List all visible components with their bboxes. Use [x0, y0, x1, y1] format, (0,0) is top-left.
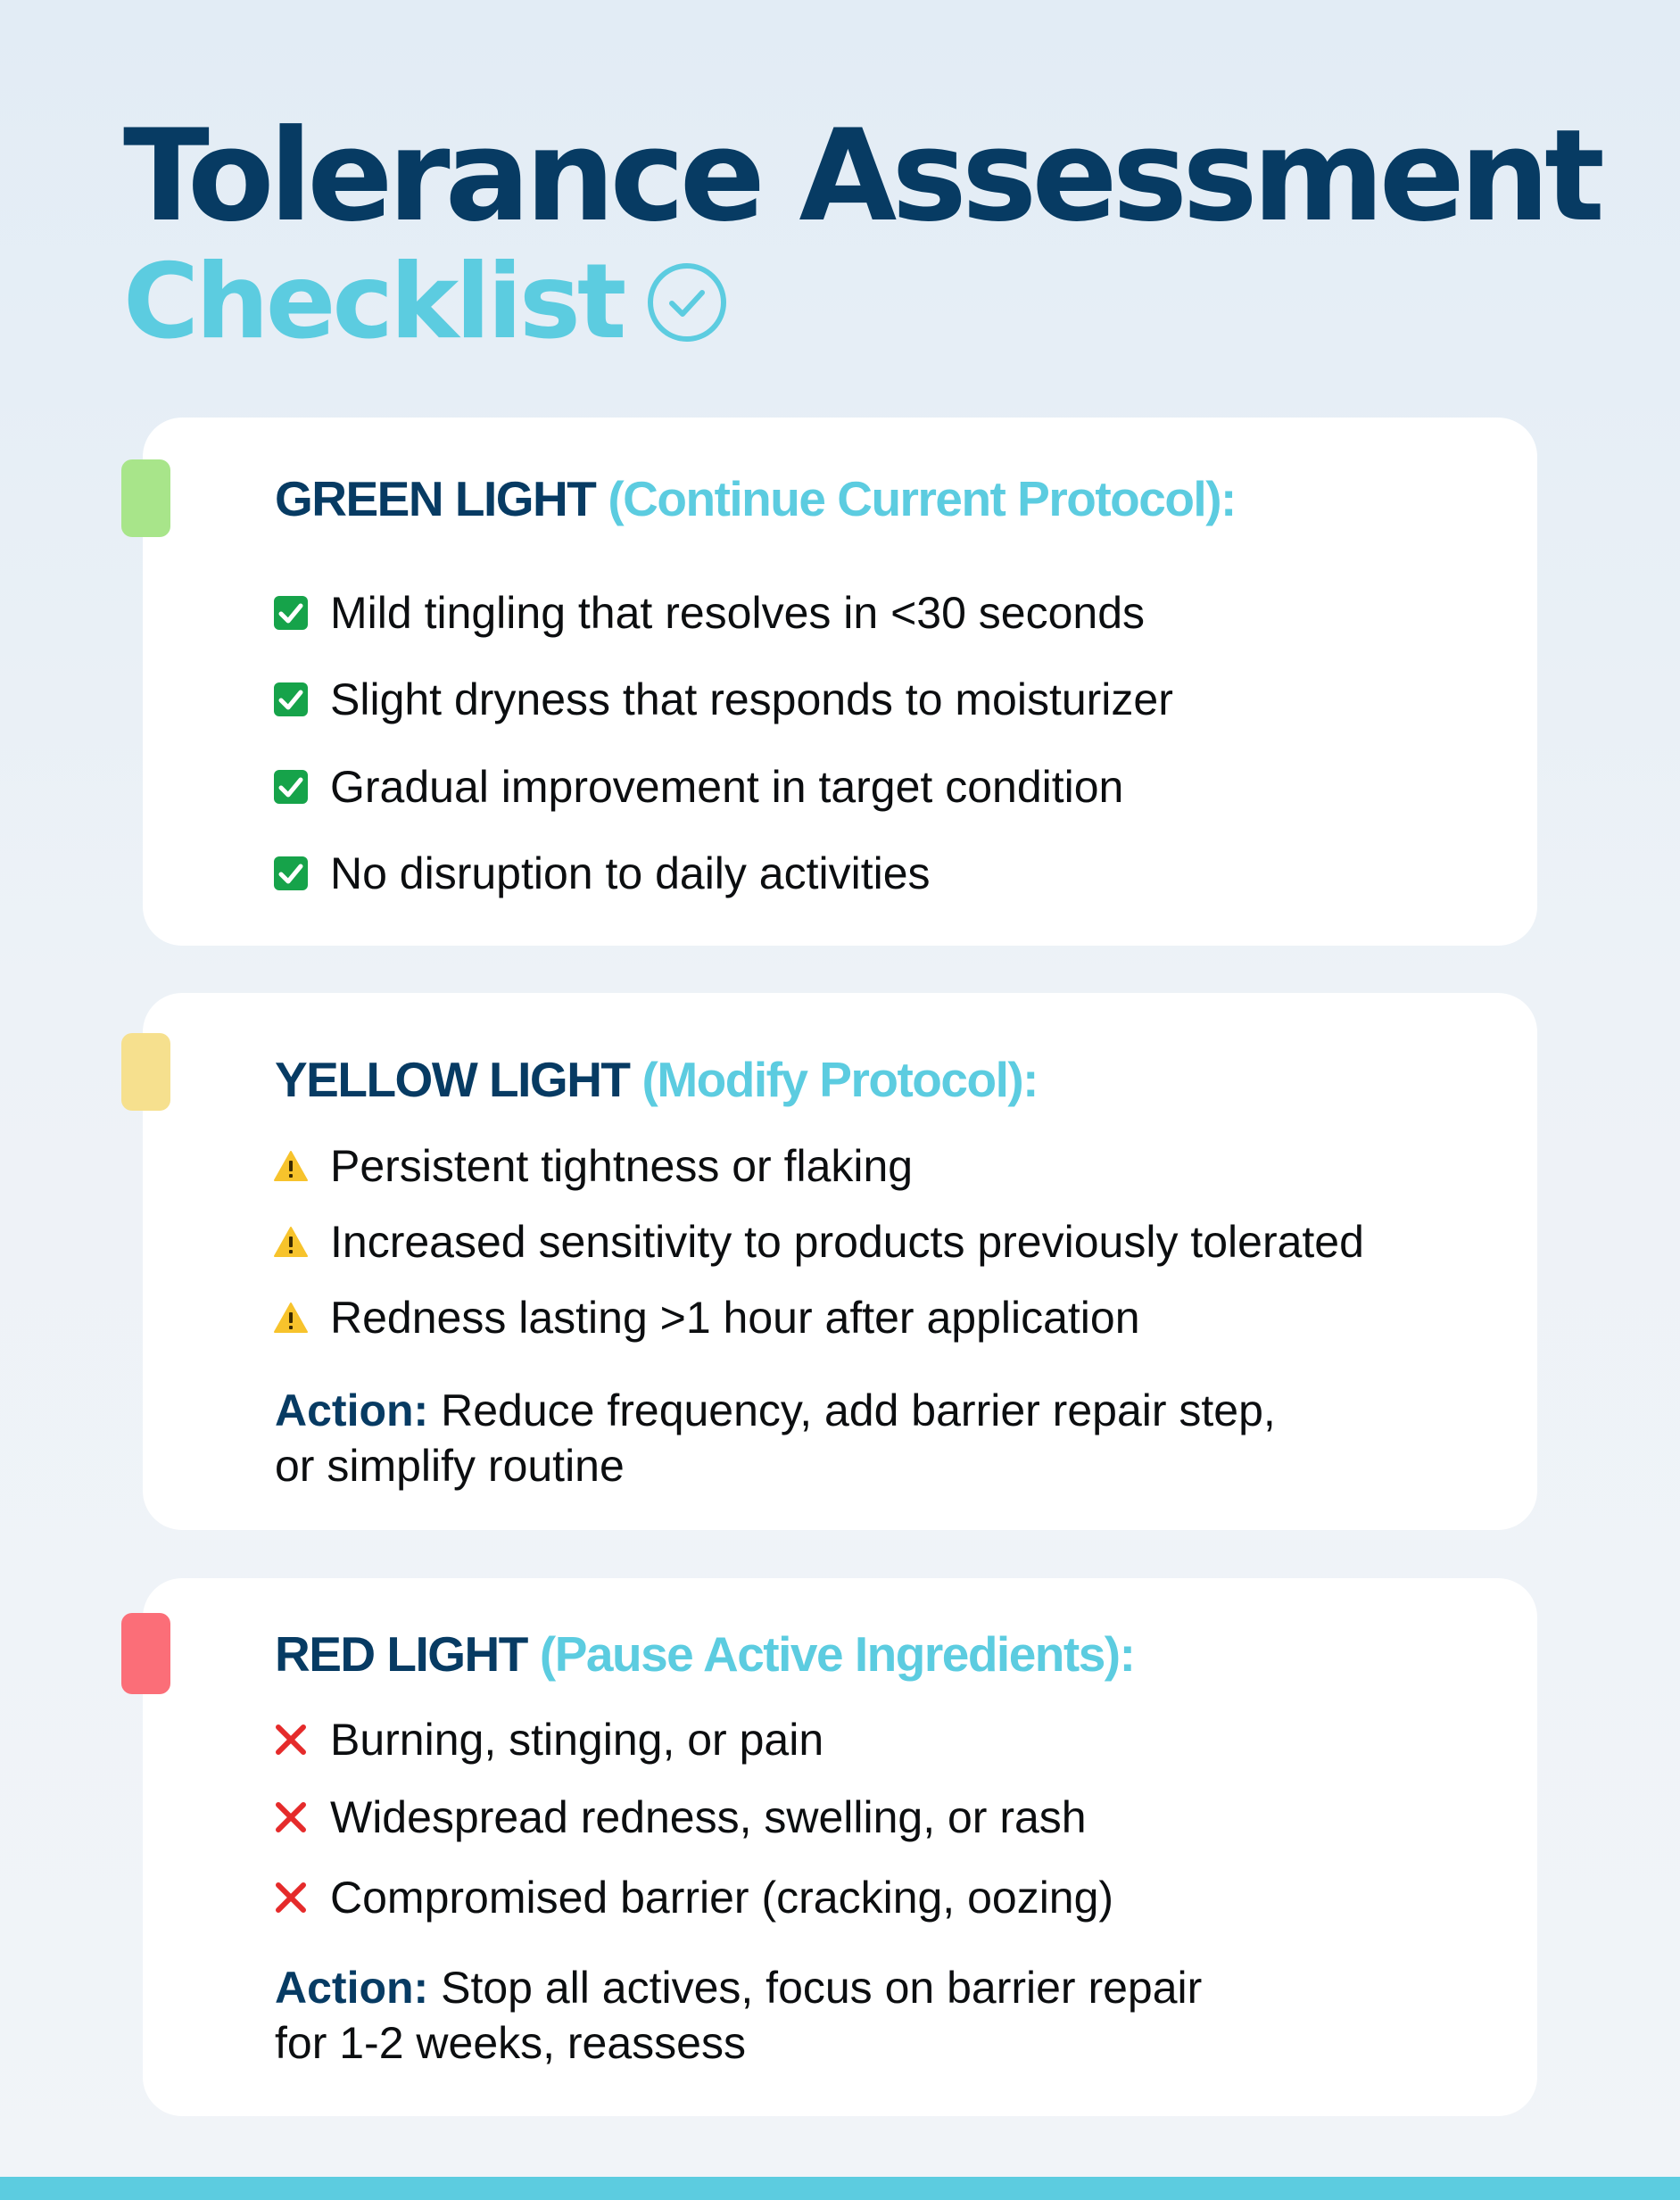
action-text: Reduce frequency, add barrier repair step,	[441, 1385, 1276, 1435]
checkmark-box-icon	[273, 769, 309, 805]
warning-icon	[273, 1148, 309, 1184]
action-line	[275, 1383, 1276, 1438]
list-item	[273, 586, 1145, 640]
cross-icon	[273, 1722, 309, 1758]
yellow-light-label: YELLOW LIGHT	[275, 1052, 630, 1107]
list-item	[273, 760, 1123, 814]
list-item	[273, 1791, 1087, 1844]
list-item-text: Persistent tightness or flaking	[330, 1141, 914, 1191]
action-text: Stop all actives, focus on barrier repair	[441, 1963, 1203, 2013]
action-text-continued: for 1-2 weeks, reassess	[275, 2018, 746, 2068]
yellow-light-indicator	[121, 1033, 170, 1111]
list-item-text: Mild tingling that resolves in <30 seconds	[330, 588, 1146, 638]
red-light-card	[143, 1578, 1537, 2116]
list-item-text: Compromised barrier (cracking, oozing)	[330, 1873, 1114, 1923]
cross-icon	[273, 1880, 309, 1915]
warning-icon	[273, 1224, 309, 1260]
list-item-text: Gradual improvement in target condition	[330, 762, 1124, 812]
list-item	[273, 1291, 1140, 1344]
checkmark-box-icon	[273, 682, 309, 717]
bottom-accent-bar	[0, 2177, 1680, 2200]
list-item	[273, 1215, 1364, 1269]
green-light-card	[143, 418, 1537, 946]
page-subtitle: Checklist	[123, 242, 624, 362]
list-item	[273, 1713, 823, 1766]
action-label: Action:	[275, 1385, 429, 1435]
yellow-light-subtitle: (Modify Protocol):	[641, 1052, 1038, 1107]
list-item	[273, 1871, 1113, 1924]
warning-icon	[273, 1300, 309, 1336]
checkmark-box-icon	[273, 595, 309, 631]
red-light-subtitle: (Pause Active Ingredients):	[539, 1626, 1135, 1682]
list-item-text: No disruption to daily activities	[330, 848, 931, 898]
check-circle-icon	[646, 261, 728, 343]
list-item-text: Burning, stinging, or pain	[330, 1715, 824, 1765]
red-light-heading	[275, 1623, 1134, 1685]
list-item-text: Widespread redness, swelling, or rash	[330, 1792, 1087, 1842]
list-item	[273, 673, 1173, 726]
list-item	[273, 847, 931, 900]
yellow-light-card	[143, 993, 1537, 1530]
yellow-light-heading	[275, 1048, 1038, 1111]
red-light-label: RED LIGHT	[275, 1626, 527, 1682]
page-title: Tolerance Assessment	[123, 103, 1600, 250]
list-item-text: Slight dryness that responds to moisturizer	[330, 674, 1173, 724]
red-light-indicator	[121, 1613, 170, 1694]
cross-icon	[273, 1799, 309, 1835]
green-light-label: GREEN LIGHT	[275, 471, 596, 526]
checkmark-box-icon	[273, 856, 309, 891]
red-action-note	[275, 1960, 1202, 2071]
green-light-heading	[275, 467, 1236, 530]
green-light-subtitle: (Continue Current Protocol):	[608, 471, 1236, 526]
action-label: Action:	[275, 1963, 429, 2013]
list-item-text: Redness lasting >1 hour after application	[330, 1293, 1140, 1343]
list-item-text: Increased sensitivity to products previously tolerated	[330, 1217, 1364, 1267]
page-subtitle-row	[123, 244, 1600, 360]
green-light-indicator	[121, 459, 170, 537]
page-header	[123, 105, 1600, 360]
action-line	[275, 1960, 1202, 2015]
list-item	[273, 1139, 913, 1193]
yellow-action-note	[275, 1383, 1276, 1493]
action-text-continued: or simplify routine	[275, 1441, 625, 1491]
